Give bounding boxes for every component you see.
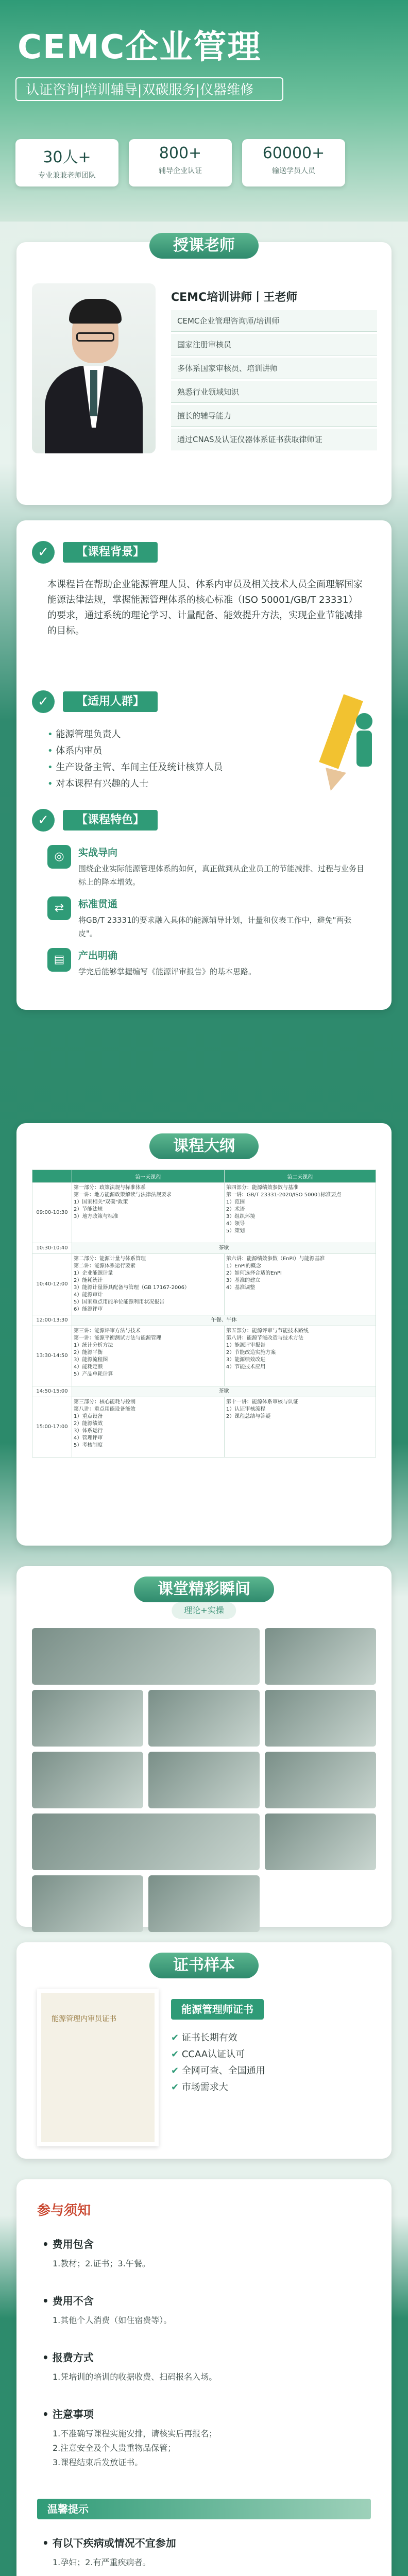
certificate-sample-text: 能源管理内审员证书 <box>52 2015 116 2023</box>
outline-day2-cell: 第五部分：能源评审与节能技术路线 第八讲：能源节能改造与技术方法 1）能源评审报告 2）节能改造实施方案 3）能源绩效改进 4）节能技术应用 <box>224 1326 376 1386</box>
check-icon: ✓ <box>32 690 55 713</box>
hero-banner <box>0 0 408 222</box>
stat-number: 800+ <box>159 144 202 162</box>
stat-label: 输送学员人员 <box>272 167 315 175</box>
document-icon: ▤ <box>47 948 71 972</box>
certificate-head: 能源管理师证书 <box>171 1999 264 2020</box>
pencil-illustration-icon <box>305 690 377 793</box>
outline-row <box>32 1326 376 1386</box>
outline-title: 课程大纲 <box>149 1133 259 1159</box>
outline-day2-cell: 第四部分：能源绩效参数与基准 第一讲：GB/T 23331-2020/ISO 50001标准要点 1）范围 2）术语 3）组织环境 4）领导 5）策划 <box>224 1183 376 1243</box>
warm-tip-title: 温馨提示 <box>37 2499 371 2519</box>
feature-title: 标准贯通 <box>78 899 118 910</box>
benefit-item: ✔ 市场需求大 <box>171 2079 265 2096</box>
credential-item: 擅长的辅导能力 <box>171 405 377 427</box>
outline-row <box>32 1254 376 1315</box>
outline-row <box>32 1397 376 1458</box>
notice-card <box>16 2179 392 2576</box>
feature-desc: 学完后能够掌握编写《能源评审报告》的基本思路。 <box>78 967 257 976</box>
notice-text: 1.凭培训的培训的收据收费、扫码报名入场。 <box>53 2372 217 2382</box>
notice-heading: • 费用包含 <box>42 2236 94 2251</box>
notice-heading: • 注意事项 <box>42 2406 94 2421</box>
stat-card <box>15 139 118 187</box>
class-photo <box>265 1690 376 1747</box>
background-header <box>32 541 158 564</box>
benefit-item: ✔ CCAA认证认可 <box>171 2046 265 2063</box>
day1-header: 第一天课程 <box>72 1170 225 1183</box>
background-tag: 【课程背景】 <box>63 542 158 563</box>
warm-heading: • 有以下疾病或情况不宜参加 <box>42 2535 176 2550</box>
audience-item: • 体系内审员 <box>47 743 223 759</box>
stat-number: 60000+ <box>262 144 325 162</box>
audience-list <box>47 726 223 792</box>
certificate-benefits <box>171 2030 265 2096</box>
outline-table <box>32 1170 376 1458</box>
feature-title: 实战导向 <box>78 847 118 858</box>
outline-row <box>32 1315 376 1326</box>
audience-item: • 生产设备主管、车间主任及统计核算人员 <box>47 759 223 776</box>
outline-day1-cell: 第三讲：能源评审方法与技术 第一讲：能源平衡测试方法与能源管理 1）统计分析方法 2）能源平衡 3）能源流程图 4）能耗定额 5）产品单耗计算 <box>72 1326 225 1386</box>
credential-item: CEMC企业管理咨询师/培训师 <box>171 310 377 332</box>
outline-row <box>32 1183 376 1243</box>
class-photo <box>265 1752 376 1808</box>
notice-text: 1.不准确写课程实施安排，请核实后再报名； 2.注意安全及个人贵重物品保管； 3.课程结束后发放证书。 <box>53 2429 217 2467</box>
outline-time: 14:50-15:00 <box>32 1386 72 1397</box>
class-photo <box>32 1628 260 1685</box>
stats-row <box>15 139 345 187</box>
certificate-title: 证书样本 <box>149 1953 259 1978</box>
certificate-sample-image <box>37 1989 159 2146</box>
teacher-photo <box>32 283 156 453</box>
outline-day1-cell: 第一部分：政策法规与标准体系 第一讲：地方能源政策解读与法律法规要求 1）国家相关"双碳"政策 2）节能法规 3）地方政策与标准 <box>72 1183 225 1243</box>
outline-break: 茶歇 <box>72 1386 376 1397</box>
features-header <box>32 809 158 832</box>
day2-header: 第二天课程 <box>224 1170 376 1183</box>
feature-item <box>47 896 367 940</box>
benefit-item: ✔ 证书长期有效 <box>171 2030 265 2046</box>
outline-table-body <box>32 1183 376 1458</box>
teacher-section-title: 授课老师 <box>149 233 259 259</box>
features-tag: 【课程特色】 <box>63 810 158 831</box>
outline-time: 12:00-13:30 <box>32 1315 72 1326</box>
outline-card <box>16 1123 392 1546</box>
audience-header <box>32 690 158 713</box>
photo-grid <box>32 1628 376 1932</box>
time-column-header <box>32 1170 72 1183</box>
class-photo <box>265 1814 376 1870</box>
credential-item: 国家注册审核员 <box>171 334 377 355</box>
credential-item: 多体系国家审核员、培训讲师 <box>171 358 377 379</box>
class-photo <box>265 1628 376 1685</box>
gallery-subtitle: 理论+实操 <box>172 1602 236 1619</box>
outline-time: 09:00-10:30 <box>32 1183 72 1243</box>
check-icon: ✓ <box>32 809 55 832</box>
link-icon: ⇄ <box>47 896 71 920</box>
outline-row <box>32 1243 376 1254</box>
teacher-card <box>16 236 392 505</box>
feature-desc: 将GB/T 23331的要求融入具体的能源辅导计划，计量和仪表工作中，避免"两张皮"。 <box>78 916 352 938</box>
hero-title: CEMC企业管理 <box>18 28 262 66</box>
stat-label: 辅导企业认证 <box>159 167 202 175</box>
class-photo <box>32 1752 143 1808</box>
notice-heading: • 费用不含 <box>42 2293 94 2308</box>
outline-day2-cell: 第十一讲：能源体系审核与认证 1）认证审核流程 2）课程总结与答疑 <box>224 1397 376 1458</box>
notice-title: 参与须知 <box>37 2203 91 2218</box>
stat-card <box>242 139 345 187</box>
check-icon: ✓ <box>32 541 55 564</box>
feature-item <box>47 845 367 889</box>
gallery-card <box>16 1566 392 1927</box>
outline-time: 13:30-14:50 <box>32 1326 72 1386</box>
outline-day1-cell: 第三部分：核心能耗与控制 第八讲：重点用能设备能效 1）重点设备 2）能源绩效 3）体系运行 4）管理评审 5）考核制度 <box>72 1397 225 1458</box>
notice-text: 1.教材；2.证书；3.午餐。 <box>53 2259 150 2268</box>
notice-heading: • 报费方式 <box>42 2349 94 2364</box>
class-photo <box>148 1875 260 1932</box>
audience-item: • 能源管理负责人 <box>47 726 223 743</box>
outline-time: 10:40-12:00 <box>32 1254 72 1315</box>
background-text: 本课程旨在帮助企业能源管理人员、体系内审员及相关技术人员全面理解国家能源法律法规，掌握能源管理体系的核心标准（ISO 50001/GB/T 23331）的要求，通过系统的理论学习、计量配备、能效提升方法，实现企业节能减排的目标。 <box>47 579 363 636</box>
gallery-title: 课堂精彩瞬间 <box>134 1577 274 1602</box>
class-photo <box>32 1690 143 1747</box>
outline-day1-cell: 第二部分：能源计量与体系管理 第二讲：能源体系运行要素 1）企业能源计量 2）能耗统计 3）能源计量器具配备与管理（GB 17167-2006） 4）能源审计 5）国家重点用能单位能源利用状况报告 6）能源评审 <box>72 1254 225 1315</box>
outline-break: 午餐、午休 <box>72 1315 376 1326</box>
class-photo <box>148 1690 260 1747</box>
teacher-credentials <box>171 310 377 452</box>
audience-item: • 对本课程有兴趣的人士 <box>47 776 223 792</box>
stat-label: 专业兼兼老师团队 <box>38 172 96 180</box>
class-photo <box>32 1875 143 1932</box>
outline-time: 10:30-10:40 <box>32 1243 72 1254</box>
certificate-card <box>16 1942 392 2159</box>
outline-break: 茶歇 <box>72 1243 376 1254</box>
credential-item: 熟悉行业领域知识 <box>171 381 377 403</box>
outline-time: 15:00-17:00 <box>32 1397 72 1458</box>
credential-item: 通过CNAS及认证仪器体系证书获取律师证 <box>171 429 377 450</box>
feature-title: 产出明确 <box>78 950 118 961</box>
warm-text: 1.孕妇；2.有严重疾病者。 <box>53 2557 151 2567</box>
target-icon: ◎ <box>47 845 71 869</box>
stat-number: 30人+ <box>43 148 91 166</box>
benefit-item: ✔ 全网可查、全国通用 <box>171 2063 265 2079</box>
feature-desc: 围绕企业实际能源管理体系的如何，真正做到从企业员工的节能减排、过程与业务目标上的降本增效。 <box>78 864 365 887</box>
outline-row <box>32 1386 376 1397</box>
class-photo <box>32 1814 260 1870</box>
hero-subtitle: 认证咨询|培训辅导|双碳服务|仪器维修 <box>15 77 283 101</box>
stat-card <box>129 139 232 187</box>
class-photo <box>148 1752 260 1808</box>
teacher-name: CEMC培训讲师丨王老师 <box>171 291 298 304</box>
outline-day2-cell: 第六讲：能源绩效参数（EnPI）与能源基准 1）EnPI的概念 2）如何选择合适的EnPI 3）基准的建立 4）基准调整 <box>224 1254 376 1315</box>
audience-tag: 【适用人群】 <box>63 691 158 712</box>
feature-item <box>47 948 367 978</box>
course-info-card <box>16 520 392 1010</box>
notice-text: 1.其他个人消费（如住宿费等）。 <box>53 2315 172 2325</box>
